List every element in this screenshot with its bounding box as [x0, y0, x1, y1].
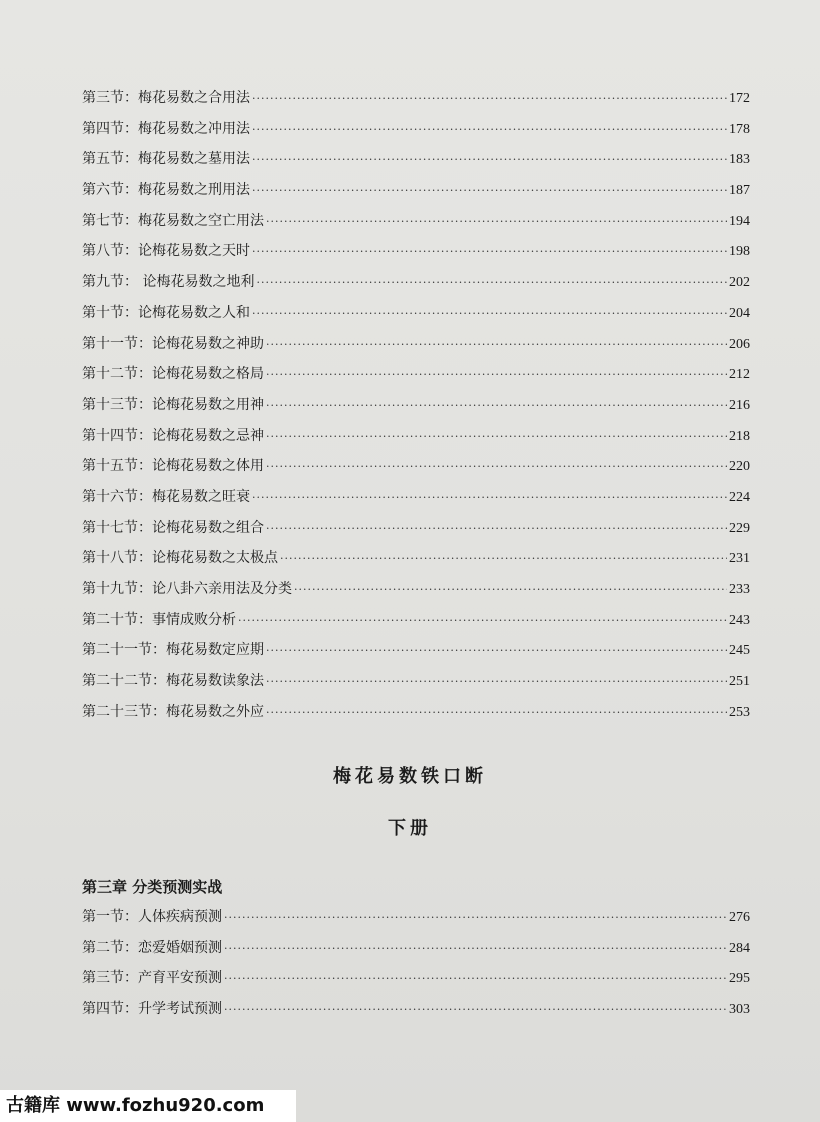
toc-entry-page: 251	[729, 674, 750, 690]
toc-entry-page: 202	[729, 275, 750, 291]
leader-dots	[266, 391, 727, 422]
leader-dots	[280, 544, 727, 575]
leader-dots	[294, 575, 727, 606]
leader-dots	[224, 934, 727, 965]
toc-entry-label: 第十九节：论八卦六亲用法及分类	[82, 581, 292, 597]
toc-entry-page: 198	[729, 244, 750, 260]
leader-dots	[266, 698, 727, 729]
leader-dots	[266, 667, 727, 698]
toc-entry-page: 229	[729, 520, 750, 536]
toc-entry-page: 245	[729, 643, 750, 659]
toc-entry[interactable]	[82, 329, 750, 360]
toc-entry[interactable]	[82, 902, 750, 933]
volume-title: 下册	[388, 818, 432, 839]
leader-dots	[252, 483, 727, 514]
toc-list-lower	[82, 902, 750, 1025]
leader-dots	[266, 452, 727, 483]
toc-entry-label: 第二节：恋爱婚姻预测	[82, 939, 222, 956]
toc-entry[interactable]	[82, 175, 750, 206]
leader-dots	[266, 360, 727, 391]
toc-entry-label: 第五节：梅花易数之墓用法	[82, 151, 250, 168]
toc-entry-label: 第十二节：论梅花易数之格局	[82, 366, 264, 383]
toc-entry-page: 212	[729, 367, 750, 383]
toc-entry[interactable]	[82, 543, 750, 574]
toc-entry-label: 第十六节：梅花易数之旺衰	[82, 488, 250, 505]
toc-entry-label: 第二十二节：梅花易数读象法	[82, 673, 264, 690]
leader-dots	[252, 237, 727, 268]
book-title: 梅花易数铁口断	[333, 766, 487, 787]
site-watermark: 古籍库 www.fozhu920.com	[0, 1090, 296, 1122]
toc-entry[interactable]	[82, 635, 750, 666]
toc-entry-page: 204	[729, 305, 750, 321]
toc-entry[interactable]	[82, 144, 750, 175]
toc-entry[interactable]	[82, 298, 750, 329]
toc-list-upper	[82, 83, 750, 727]
toc-entry[interactable]	[82, 421, 750, 452]
leader-dots	[252, 115, 727, 146]
toc-entry[interactable]	[82, 359, 750, 390]
toc-entry[interactable]	[82, 390, 750, 421]
leader-dots	[238, 606, 727, 637]
toc-entry[interactable]	[82, 697, 750, 728]
toc-entry-page: 172	[729, 91, 750, 106]
toc-entry-page: 178	[729, 121, 750, 137]
toc-entry-page: 224	[729, 489, 750, 505]
leader-dots	[266, 207, 727, 238]
toc-entry-label: 第一节：人体疾病预测	[82, 909, 222, 925]
toc-entry-label: 第九节： 论梅花易数之地利	[82, 274, 255, 291]
toc-entry[interactable]	[82, 513, 750, 544]
toc-entry-page: 218	[729, 428, 750, 444]
toc-entry-label: 第十八节：论梅花易数之太极点	[82, 550, 278, 567]
toc-entry-page: 206	[729, 336, 750, 352]
toc-entry-page: 220	[729, 459, 750, 475]
toc-entry-page: 231	[729, 551, 750, 567]
leader-dots	[266, 636, 727, 667]
leader-dots	[266, 422, 727, 453]
toc-entry-label: 第四节：梅花易数之冲用法	[82, 120, 250, 137]
toc-entry-label: 第七节：梅花易数之空亡用法	[82, 212, 264, 229]
toc-entry-label: 第十一节：论梅花易数之神助	[82, 335, 264, 352]
toc-entry-label: 第三节：产育平安预测	[82, 970, 222, 987]
leader-dots	[252, 299, 727, 330]
toc-entry-page: 284	[729, 940, 750, 956]
leader-dots	[256, 268, 727, 299]
toc-entry-label: 第六节：梅花易数之刑用法	[82, 182, 250, 199]
leader-dots	[252, 176, 727, 207]
toc-entry[interactable]	[82, 236, 750, 267]
toc-entry[interactable]	[82, 574, 750, 605]
toc-entry[interactable]	[82, 206, 750, 237]
leader-dots	[224, 964, 727, 995]
toc-entry[interactable]	[82, 451, 750, 482]
toc-entry-label: 第十三节：论梅花易数之用神	[82, 396, 264, 413]
leader-dots	[266, 514, 727, 545]
toc-entry[interactable]	[82, 482, 750, 513]
toc-entry-page: 187	[729, 183, 750, 199]
toc-entry-page: 183	[729, 152, 750, 168]
toc-entry[interactable]	[82, 666, 750, 697]
toc-entry[interactable]	[82, 267, 750, 298]
toc-entry-label: 第十七节：论梅花易数之组合	[82, 519, 264, 536]
toc-entry[interactable]	[82, 605, 750, 636]
toc-entry-page: 194	[729, 213, 750, 229]
toc-entry-page: 233	[729, 582, 750, 597]
toc-entry-label: 第三节：梅花易数之合用法	[82, 90, 250, 106]
toc-entry-page: 295	[729, 971, 750, 987]
toc-entry[interactable]	[82, 933, 750, 964]
toc-entry-page: 276	[729, 910, 750, 925]
toc-entry[interactable]	[82, 83, 750, 114]
leader-dots	[252, 145, 727, 176]
leader-dots	[224, 903, 727, 934]
leader-dots	[252, 84, 727, 115]
toc-entry-label: 第二十节：事情成败分析	[82, 611, 236, 628]
toc-entry-page: 243	[729, 612, 750, 628]
toc-entry-label: 第二十三节：梅花易数之外应	[82, 703, 264, 720]
chapter-heading: 第三章 分类预测实战	[82, 878, 223, 896]
toc-entry[interactable]	[82, 963, 750, 994]
leader-dots	[224, 995, 727, 1026]
toc-entry[interactable]	[82, 994, 750, 1025]
toc-entry-page: 303	[729, 1002, 750, 1018]
toc-entry-label: 第八节：论梅花易数之天时	[82, 243, 250, 260]
toc-entry-label: 第二十一节：梅花易数定应期	[82, 642, 264, 659]
toc-entry-page: 253	[729, 704, 750, 720]
toc-entry-label: 第十四节：论梅花易数之忌神	[82, 427, 264, 444]
leader-dots	[266, 330, 727, 361]
toc-entry-page: 216	[729, 397, 750, 413]
toc-entry[interactable]	[82, 114, 750, 145]
toc-entry-label: 第四节：升学考试预测	[82, 1001, 222, 1018]
toc-entry-label: 第十节：论梅花易数之人和	[82, 304, 250, 321]
toc-entry-label: 第十五节：论梅花易数之体用	[82, 458, 264, 475]
